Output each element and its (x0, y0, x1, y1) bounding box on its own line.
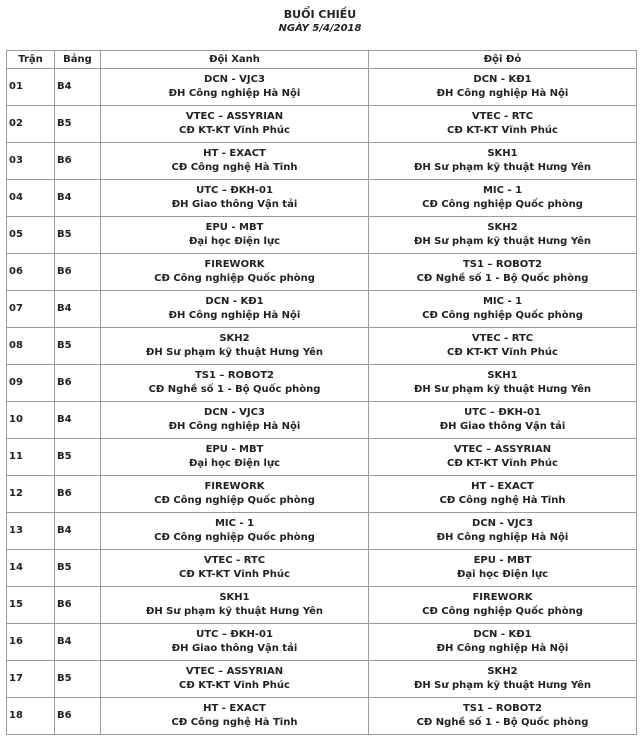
red-team-school: Đại học Điện lực (456, 569, 549, 580)
table-row (7, 661, 637, 698)
group-code: B5 (55, 661, 101, 698)
blue-team-school: ĐH Giao thông Vận tải (171, 199, 298, 210)
red-team-cell (369, 143, 637, 180)
red-team-name: DCN - VJC3 (472, 518, 533, 529)
group-code: B6 (55, 476, 101, 513)
blue-team-cell (101, 513, 369, 550)
table-row (7, 587, 637, 624)
group-code: B4 (55, 624, 101, 661)
blue-team-cell (101, 180, 369, 217)
blue-team-name: UTC – ĐKH-01 (196, 185, 273, 196)
red-team-name: SKH2 (487, 666, 518, 677)
column-header-blue-team: Đội Xanh (101, 51, 369, 69)
red-team-cell (369, 291, 637, 328)
blue-team-cell (101, 328, 369, 365)
blue-team-school: Đại học Điện lực (188, 458, 281, 469)
blue-team-name: FIREWORK (204, 259, 265, 270)
schedule-table (6, 50, 637, 735)
blue-team-cell (101, 439, 369, 476)
red-team-school: CĐ KT-KT Vĩnh Phúc (447, 347, 558, 358)
red-team-school: ĐH Sư phạm kỹ thuật Hưng Yên (413, 384, 592, 395)
table-row (7, 69, 637, 106)
blue-team-cell (101, 291, 369, 328)
red-team-cell (369, 328, 637, 365)
table-row (7, 550, 637, 587)
match-number: 15 (7, 587, 55, 624)
blue-team-cell (101, 69, 369, 106)
group-code: B6 (55, 365, 101, 402)
blue-team-cell (101, 624, 369, 661)
blue-team-name: HT - EXACT (203, 703, 266, 714)
group-code: B6 (55, 587, 101, 624)
blue-team-name: SKH1 (219, 592, 250, 603)
red-team-cell (369, 661, 637, 698)
red-team-school: ĐH Công nghiệp Hà Nội (436, 643, 569, 654)
red-team-cell (369, 550, 637, 587)
red-team-name: SKH1 (487, 148, 518, 159)
red-team-name: VTEC – ASSYRIAN (453, 444, 552, 455)
column-header-group: Bảng (55, 51, 101, 69)
blue-team-cell (101, 402, 369, 439)
red-team-name: FIREWORK (472, 592, 533, 603)
red-team-cell (369, 69, 637, 106)
group-code: B6 (55, 698, 101, 735)
blue-team-name: VTEC - RTC (203, 555, 266, 566)
blue-team-school: ĐH Công nghiệp Hà Nội (168, 421, 301, 432)
match-number: 16 (7, 624, 55, 661)
group-code: B4 (55, 69, 101, 106)
blue-team-cell (101, 254, 369, 291)
match-number: 09 (7, 365, 55, 402)
group-code: B5 (55, 439, 101, 476)
column-header-red-team: Đội Đỏ (369, 51, 637, 69)
blue-team-school: ĐH Giao thông Vận tải (171, 643, 298, 654)
table-row (7, 106, 637, 143)
red-team-school: CĐ Nghề số 1 - Bộ Quốc phòng (416, 273, 589, 284)
red-team-school: ĐH Công nghiệp Hà Nội (436, 88, 569, 99)
blue-team-name: DCN - VJC3 (204, 74, 265, 85)
red-team-name: VTEC - RTC (471, 333, 534, 344)
red-team-school: CĐ KT-KT Vĩnh Phúc (447, 125, 558, 136)
red-team-school: CĐ Công nghiệp Quốc phòng (422, 199, 583, 210)
match-number: 18 (7, 698, 55, 735)
match-number: 06 (7, 254, 55, 291)
blue-team-school: ĐH Sư phạm kỹ thuật Hưng Yên (145, 347, 324, 358)
red-team-school: CĐ Công nghiệp Quốc phòng (422, 606, 583, 617)
table-header-row (7, 51, 637, 69)
red-team-name: TS1 – ROBOT2 (462, 259, 543, 270)
blue-team-school: CĐ Công nghệ Hà Tĩnh (171, 162, 298, 173)
blue-team-school: CĐ KT-KT Vĩnh Phúc (179, 680, 290, 691)
table-row (7, 143, 637, 180)
schedule-body (7, 69, 637, 735)
red-team-name: UTC – ĐKH-01 (464, 407, 541, 418)
blue-team-name: EPU - MBT (205, 222, 264, 233)
blue-team-name: VTEC – ASSYRIAN (185, 111, 284, 122)
match-number: 07 (7, 291, 55, 328)
match-number: 11 (7, 439, 55, 476)
match-number: 17 (7, 661, 55, 698)
red-team-cell (369, 513, 637, 550)
red-team-name: TS1 – ROBOT2 (462, 703, 543, 714)
group-code: B6 (55, 143, 101, 180)
table-row (7, 402, 637, 439)
red-team-cell (369, 624, 637, 661)
group-code: B5 (55, 217, 101, 254)
red-team-name: MIC - 1 (482, 185, 523, 196)
match-number: 13 (7, 513, 55, 550)
red-team-school: CĐ KT-KT Vĩnh Phúc (447, 458, 558, 469)
red-team-name: SKH2 (487, 222, 518, 233)
red-team-cell (369, 254, 637, 291)
match-number: 03 (7, 143, 55, 180)
table-row (7, 365, 637, 402)
group-code: B5 (55, 328, 101, 365)
table-row (7, 439, 637, 476)
red-team-cell (369, 217, 637, 254)
blue-team-school: CĐ Công nghệ Hà Tĩnh (171, 717, 298, 728)
blue-team-name: UTC – ĐKH-01 (196, 629, 273, 640)
red-team-school: CĐ Công nghệ Hà Tĩnh (439, 495, 566, 506)
blue-team-cell (101, 106, 369, 143)
red-team-cell (369, 106, 637, 143)
red-team-cell (369, 587, 637, 624)
blue-team-name: EPU - MBT (205, 444, 264, 455)
red-team-name: EPU - MBT (473, 555, 532, 566)
blue-team-name: FIREWORK (204, 481, 265, 492)
blue-team-cell (101, 217, 369, 254)
blue-team-name: HT - EXACT (203, 148, 266, 159)
blue-team-school: CĐ KT-KT Vĩnh Phúc (179, 569, 290, 580)
red-team-school: ĐH Sư phạm kỹ thuật Hưng Yên (413, 162, 592, 173)
match-number: 01 (7, 69, 55, 106)
red-team-cell (369, 402, 637, 439)
table-row (7, 476, 637, 513)
table-row (7, 180, 637, 217)
group-code: B6 (55, 254, 101, 291)
blue-team-school: Đại học Điện lực (188, 236, 281, 247)
red-team-cell (369, 439, 637, 476)
red-team-school: ĐH Sư phạm kỹ thuật Hưng Yên (413, 236, 592, 247)
red-team-school: ĐH Sư phạm kỹ thuật Hưng Yên (413, 680, 592, 691)
blue-team-name: MIC - 1 (214, 518, 255, 529)
blue-team-cell (101, 365, 369, 402)
blue-team-school: CĐ Công nghiệp Quốc phòng (154, 273, 315, 284)
table-row (7, 254, 637, 291)
table-row (7, 698, 637, 735)
table-row (7, 328, 637, 365)
blue-team-school: CĐ KT-KT Vĩnh Phúc (179, 125, 290, 136)
blue-team-school: ĐH Sư phạm kỹ thuật Hưng Yên (145, 606, 324, 617)
red-team-school: CĐ Công nghiệp Quốc phòng (422, 310, 583, 321)
red-team-name: SKH1 (487, 370, 518, 381)
blue-team-school: ĐH Công nghiệp Hà Nội (168, 310, 301, 321)
red-team-name: DCN - KĐ1 (473, 629, 532, 640)
table-row (7, 513, 637, 550)
blue-team-name: VTEC – ASSYRIAN (185, 666, 284, 677)
blue-team-cell (101, 587, 369, 624)
match-number: 14 (7, 550, 55, 587)
table-row (7, 291, 637, 328)
red-team-school: ĐH Công nghiệp Hà Nội (436, 532, 569, 543)
column-header-match: Trận (7, 51, 55, 69)
group-code: B5 (55, 106, 101, 143)
group-code: B5 (55, 550, 101, 587)
table-row (7, 624, 637, 661)
match-number: 12 (7, 476, 55, 513)
blue-team-cell (101, 476, 369, 513)
red-team-name: DCN - KĐ1 (473, 74, 532, 85)
red-team-name: HT - EXACT (471, 481, 534, 492)
red-team-school: CĐ Nghề số 1 - Bộ Quốc phòng (416, 717, 589, 728)
match-number: 08 (7, 328, 55, 365)
red-team-school: ĐH Giao thông Vận tải (439, 421, 566, 432)
red-team-cell (369, 698, 637, 735)
blue-team-school: CĐ Công nghiệp Quốc phòng (154, 495, 315, 506)
blue-team-school: CĐ Nghề số 1 - Bộ Quốc phòng (148, 384, 321, 395)
blue-team-cell (101, 661, 369, 698)
match-number: 04 (7, 180, 55, 217)
group-code: B4 (55, 180, 101, 217)
page-title: BUỔI CHIỀU (283, 8, 357, 21)
blue-team-name: SKH2 (219, 333, 250, 344)
table-row (7, 217, 637, 254)
blue-team-name: DCN - VJC3 (204, 407, 265, 418)
red-team-cell (369, 180, 637, 217)
match-number: 10 (7, 402, 55, 439)
blue-team-school: CĐ Công nghiệp Quốc phòng (154, 532, 315, 543)
blue-team-cell (101, 143, 369, 180)
red-team-name: VTEC - RTC (471, 111, 534, 122)
blue-team-name: TS1 – ROBOT2 (194, 370, 275, 381)
red-team-name: MIC - 1 (482, 296, 523, 307)
group-code: B4 (55, 291, 101, 328)
match-number: 02 (7, 106, 55, 143)
blue-team-name: DCN - KĐ1 (205, 296, 264, 307)
blue-team-cell (101, 698, 369, 735)
match-number: 05 (7, 217, 55, 254)
red-team-cell (369, 476, 637, 513)
group-code: B4 (55, 402, 101, 439)
blue-team-school: ĐH Công nghiệp Hà Nội (168, 88, 301, 99)
group-code: B4 (55, 513, 101, 550)
page-date: NGÀY 5/4/2018 (278, 23, 362, 34)
red-team-cell (369, 365, 637, 402)
blue-team-cell (101, 550, 369, 587)
